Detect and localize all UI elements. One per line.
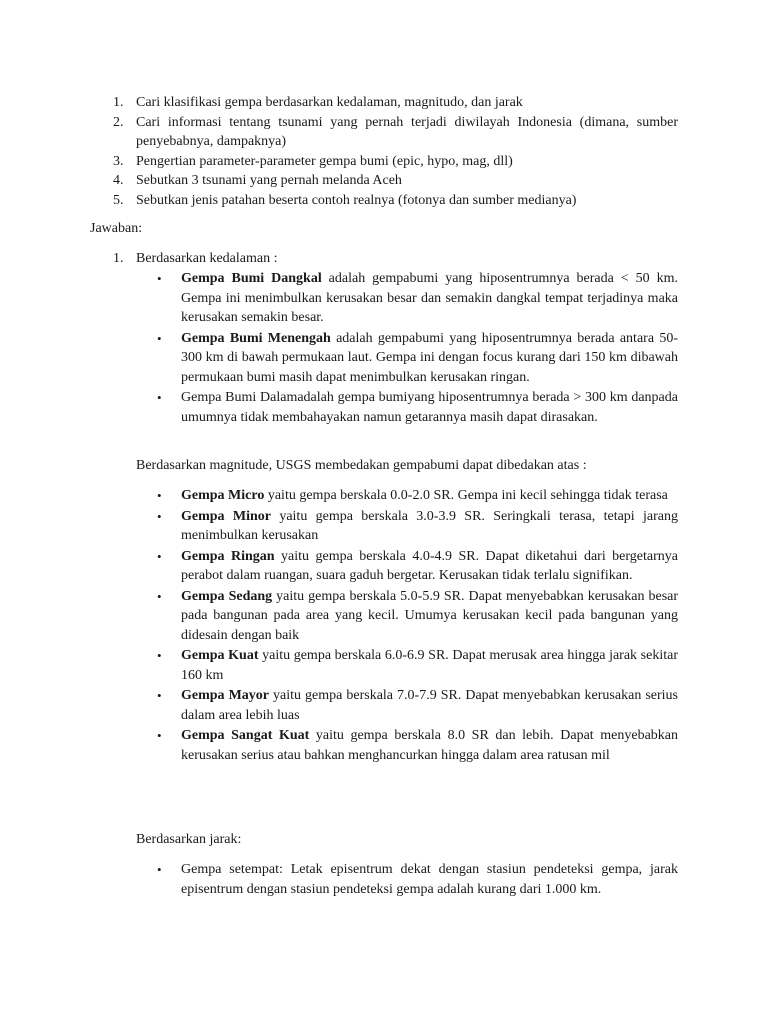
distance-list bbox=[157, 860, 678, 899]
bullet-icon: • bbox=[157, 648, 162, 663]
answer-list bbox=[113, 249, 678, 269]
magnitude-item: • Gempa Sedang yaitu gempa berskala 5.0-5.9 SR. Dapat menyebabkan kerusakan besar pada bangunan pada area yang kecil. Umumya kerusakan kecil pada bangunan yang didesain dengan baik bbox=[157, 588, 679, 643]
distance-item: • Gempa setempat: Letak episentrum dekat dengan stasiun pendeteksi gempa, jarak episentrum dengan stasiun pendeteksi gempa adalah kurang dari 1.000 km. bbox=[157, 862, 678, 897]
question-item: 5. Sebutkan jenis patahan beserta contoh realnya (fotonya dan sumber medianya) bbox=[113, 192, 577, 208]
answer-item: 1. Berdasarkan kedalaman : bbox=[113, 251, 278, 266]
magnitude-item: • Gempa Mayor yaitu gempa berskala 7.0-7.9 SR. Dapat menyebabkan kerusakan serius dalam area lebih luas bbox=[157, 688, 678, 723]
depth-item: • Gempa Bumi Dalamadalah gempa bumiyang hiposentrumnya berada > 300 km danpada umumnya tidak membahayakan namun getarannya masih dapat dirasakan. bbox=[157, 390, 678, 425]
depth-list bbox=[157, 269, 678, 427]
question-item: 2. Cari informasi tentang tsunami yang pernah terjadi diwilayah Indonesia (dimana, sumber penyebabnya, dampaknya) bbox=[113, 114, 678, 149]
question-item: 1. Cari klasifikasi gempa berdasarkan kedalaman, magnitudo, dan jarak bbox=[113, 95, 523, 110]
magnitude-item: • Gempa Micro yaitu gempa berskala 0.0-2.0 SR. Gempa ini kecil sehingga tidak terasa bbox=[181, 486, 678, 506]
bullet-icon: • bbox=[157, 728, 162, 743]
bullet-icon: • bbox=[157, 862, 162, 877]
question-item: 3. Pengertian parameter-parameter gempa bumi (epic, hypo, mag, dll) bbox=[113, 153, 513, 169]
question-item: 4. Sebutkan 3 tsunami yang pernah melanda Aceh bbox=[113, 173, 402, 188]
magnitude-item: • Gempa Kuat yaitu gempa berskala 6.0-6.9 SR. Dapat merusak area hingga jarak sekitar 160 km bbox=[157, 648, 678, 683]
depth-item: • Gempa Bumi Dangkal adalah gempabumi yang hiposentrumnya berada < 50 km. Gempa ini menimbulkan kerusakan besar dan semakin dangkal tempat terjadinya maka kerusakan semakin besar. bbox=[157, 271, 678, 325]
jawaban-label: Jawaban: bbox=[90, 221, 143, 236]
magnitude-item: • Gempa Minor yaitu gempa berskala 3.0-3.9 SR. Seringkali terasa, tetapi jarang menimbulkan kerusakan bbox=[157, 508, 678, 543]
bullet-icon: • bbox=[157, 488, 162, 503]
bullet-icon: • bbox=[157, 271, 162, 286]
bullet-icon: • bbox=[157, 688, 162, 703]
magnitude-intro: Berdasarkan magnitude, USGS membedakan gempabumi dapat dibedakan atas : bbox=[136, 458, 587, 473]
bullet-icon: • bbox=[157, 390, 162, 405]
magnitude-item: • Gempa Ringan yaitu gempa berskala 4.0-4.9 SR. Dapat diketahui dari bergetarnya perabot dalam ruangan, suara gaduh bergetar. Kerusakan tidak terlalu signifikan. bbox=[157, 548, 678, 583]
magnitude-item: • Gempa Sangat Kuat yaitu gempa berskala 8.0 SR dan lebih. Dapat menyebabkan kerusakan serius atau bahkan menghancurkan hingga dalam area ratusan mil bbox=[157, 728, 678, 763]
magnitude-list bbox=[157, 486, 679, 765]
distance-intro: Berdasarkan jarak: bbox=[136, 832, 242, 847]
bullet-icon: • bbox=[157, 330, 162, 346]
bullet-icon: • bbox=[157, 508, 162, 524]
bullet-icon: • bbox=[157, 548, 162, 564]
bullet-icon: • bbox=[157, 588, 162, 604]
depth-item: • Gempa Bumi Menengah adalah gempabumi yang hiposentrumnya berada antara 50-300 km di bawah permukaan laut. Gempa ini dengan focus kurang dari 150 km dibawah permukaan bumi masih dapat menimbulkan kerusakan ringan. bbox=[157, 330, 678, 385]
question-list bbox=[113, 93, 678, 210]
